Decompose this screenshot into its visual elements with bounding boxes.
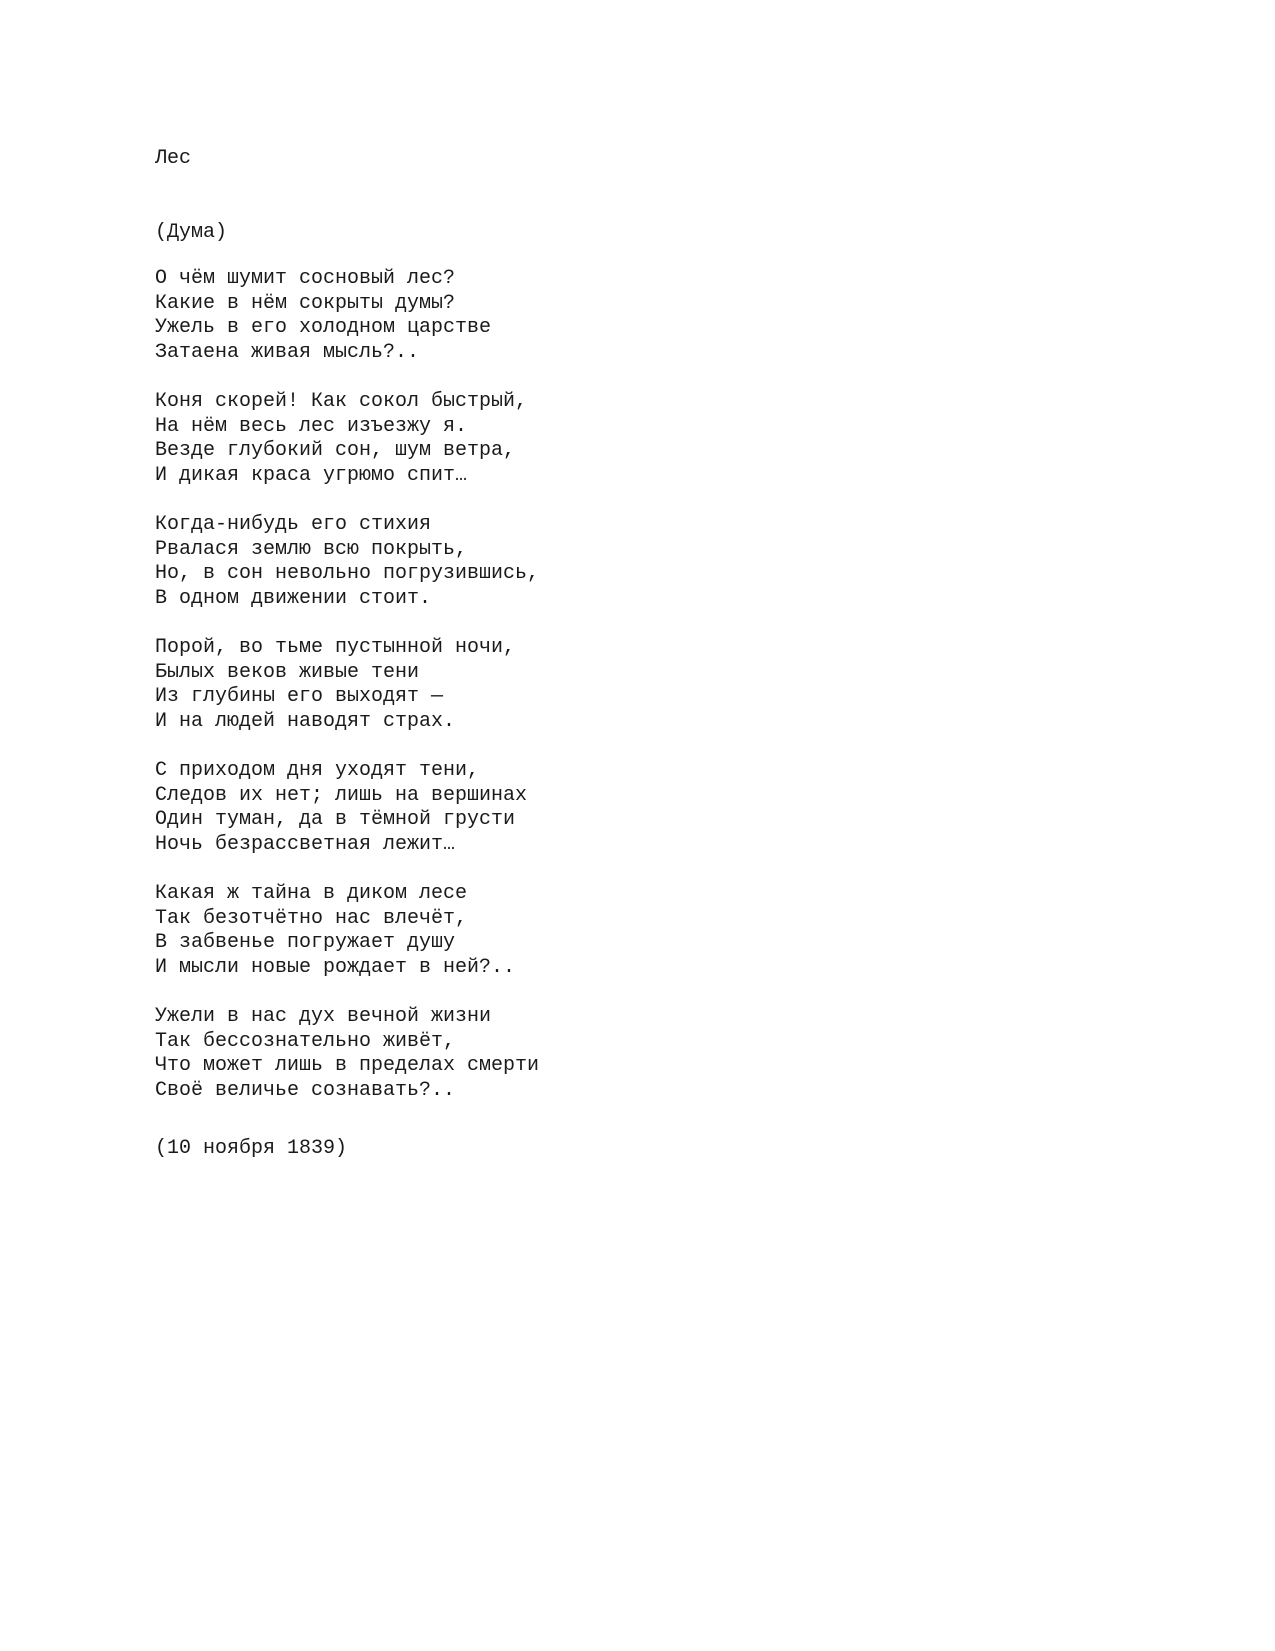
poem-line: Но, в сон невольно погрузившись, xyxy=(155,562,540,585)
poem-line: В одном движении стоит. xyxy=(155,586,432,610)
poem-line: Рвалася землю всю покрыть, xyxy=(155,537,468,561)
poem-line: Затаена живая мысль?.. xyxy=(155,340,420,364)
poem-line: Так бессознательно живёт, xyxy=(155,1029,456,1053)
poem-line: Ночь безрассветная лежит… xyxy=(155,832,456,856)
poem-line: Когда-нибудь его стихия xyxy=(155,513,432,536)
poem-line: Какая ж тайна в диком лесе xyxy=(155,882,468,905)
stanza xyxy=(155,1005,539,1103)
poem-title: Лес xyxy=(155,147,192,170)
stanza xyxy=(155,882,539,980)
poem-line: Что может лишь в пределах смерти xyxy=(155,1054,540,1077)
poem-line: И мысли новые рождает в ней?.. xyxy=(155,955,516,979)
poem-line: Так безотчётно нас влечёт, xyxy=(155,906,468,930)
stanza xyxy=(155,759,539,857)
poem-line: Везде глубокий сон, шум ветра, xyxy=(155,439,516,462)
poem-line: И дикая краса угрюмо спит… xyxy=(155,463,468,487)
poem-line: Ужели в нас дух вечной жизни xyxy=(155,1005,492,1028)
stanza xyxy=(155,267,539,365)
stanza xyxy=(155,636,539,734)
poem-body xyxy=(155,267,539,1128)
stanza xyxy=(155,513,539,611)
poem-date: (10 ноября 1839) xyxy=(155,1137,348,1160)
poem-line: Из глубины его выходят — xyxy=(155,685,444,708)
poem-line: С приходом дня уходят тени, xyxy=(155,759,480,782)
poem-line: Порой, во тьме пустынной ночи, xyxy=(155,636,516,659)
poem-line: О чём шумит сосновый лес? xyxy=(155,267,456,290)
poem-line: Какие в нём сокрыты думы? xyxy=(155,291,456,315)
poem-line: На нём весь лес изъезжу я. xyxy=(155,414,468,438)
poem-line: Своё величье сознавать?.. xyxy=(155,1078,456,1102)
poem-subtitle: (Дума) xyxy=(155,221,228,244)
poem-line: Былых веков живые тени xyxy=(155,660,420,684)
poem-line: Ужель в его холодном царстве xyxy=(155,316,492,339)
poem-line: И на людей наводят страх. xyxy=(155,709,456,733)
stanza xyxy=(155,390,539,488)
poem-line: Следов их нет; лишь на вершинах xyxy=(155,783,528,807)
poem-line: В забвенье погружает душу xyxy=(155,931,456,954)
poem-line: Один туман, да в тёмной грусти xyxy=(155,808,516,831)
poem-line: Коня скорей! Как сокол быстрый, xyxy=(155,390,528,413)
